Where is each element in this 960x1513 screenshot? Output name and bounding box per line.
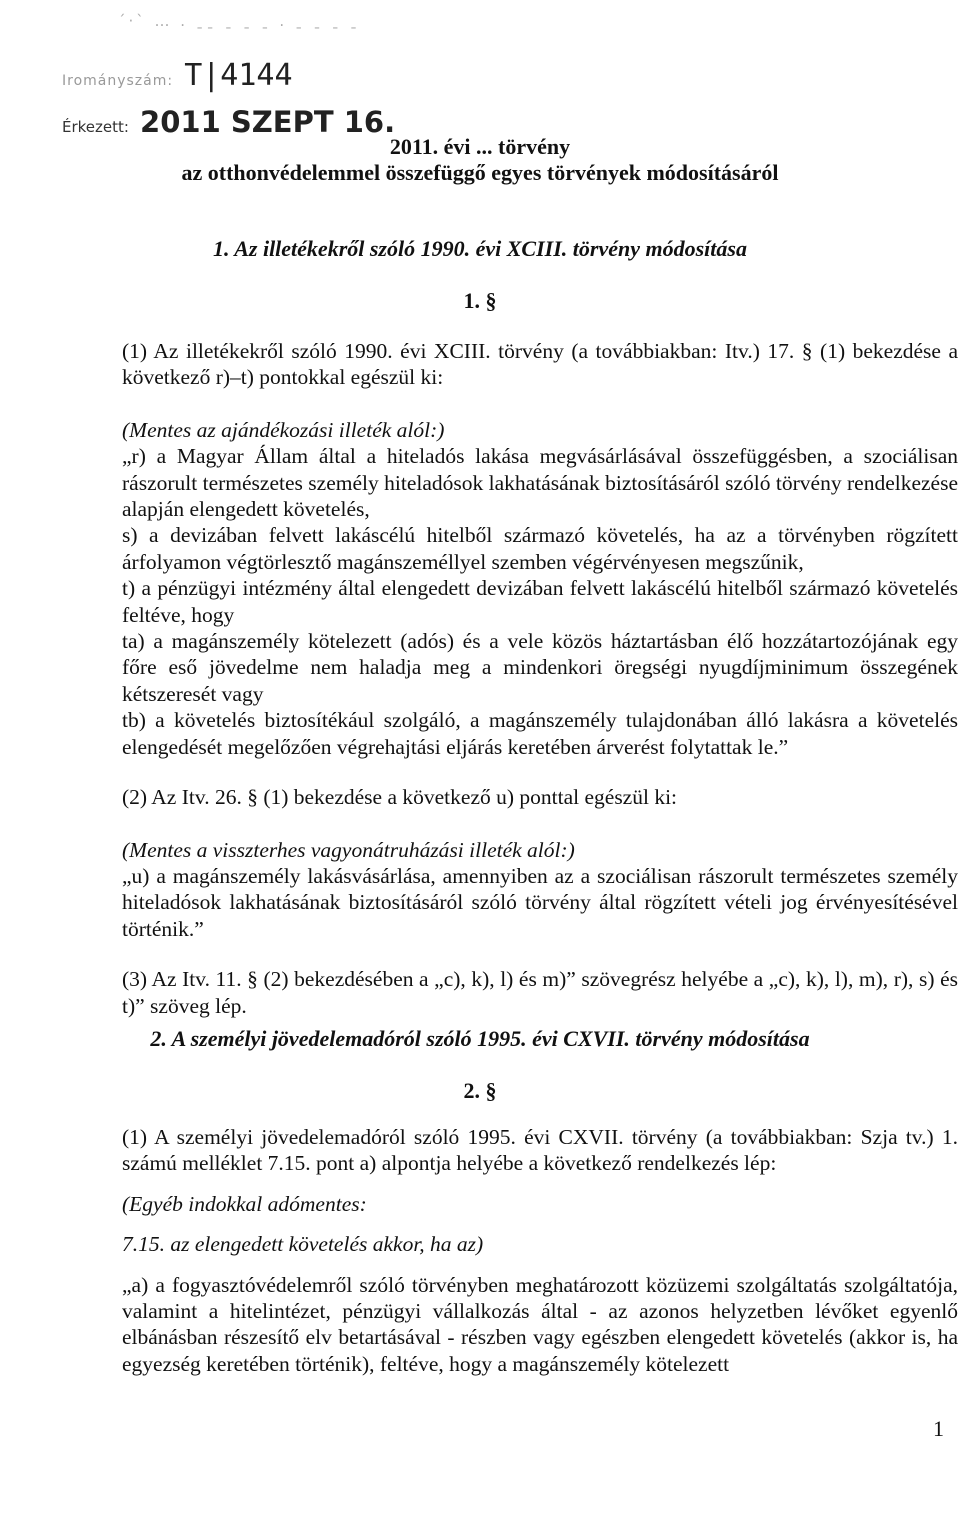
s1-p2-head: (Mentes a visszterhes vagyonátruházási illeték alól:)	[122, 837, 575, 862]
s1-p1-head: (Mentes az ajándékozási illeték alól:)	[122, 417, 445, 442]
section-1-heading: 1. Az illetékekről szóló 1990. évi XCIII. törvény módosítása	[213, 236, 747, 261]
paragraph-1-mark: 1. §	[463, 288, 497, 313]
received-label: Érkezett:	[62, 118, 129, 136]
s1-p1-s: s) a devizában felvett lakáscélú hitelből származó követelés, ha az a törvényben rögzített árfolyamon végtörlesztő magánszeméllyel szemben végérvényesen megszűnik,	[122, 523, 958, 574]
stamp-smudge: ´·ˋ … . ˍˍ ˍ ˍ ˍ . ˍ ˍ ˍ ˍ	[118, 12, 361, 30]
s2-p1-a: „a) a fogyasztóvédelemről szóló törvényben meghatározott közüzemi szolgáltatás szolgáltatója, valamint a hitelintézet, pénzügyi vállalkozás által - az azonos helyzetben lévőket egyenlő elbánásban részesítő elv betartásával - részben vagy egészben elengedett követelés (akkor is, ha egyezség keretében történik), feltéve, hogy a magánszemély kötelezett	[122, 1272, 958, 1376]
section-1-body	[122, 338, 958, 1019]
section-2-heading: 2. A személyi jövedelemadóról szóló 1995. évi CXVII. törvény módosítása	[150, 1026, 810, 1051]
s2-p1-sub: 7.15. az elengedett követelés akkor, ha az)	[122, 1232, 484, 1257]
s1-p3: (3) Az Itv. 11. § (2) bekezdésében a „c), k), l) és m)” szövegrész helyébe a „c), k), l), m), r), s) és t)” szöveg lép.	[122, 967, 958, 1018]
registry-label: Irományszám:	[62, 73, 174, 89]
registry-stamp	[62, 58, 293, 93]
s1-p1-t: t) a pénzügyi intézmény által elengedett devizában felvett lakáscélú hitelből származó követelés feltéve, hogy	[122, 576, 958, 627]
s1-p1-r: „r) a Magyar Állam által a hiteladós lakása megvásárlásával összefüggésben, a szociálisan rászorult természetes személy hiteladósok lakhatásának biztosításáról szóló törvény rendelkezése alapján elengedett követelés,	[122, 444, 958, 522]
received-date: 2011 SZEPT 16.	[140, 105, 396, 139]
s1-p2-u: „u) a magánszemély lakásvásárlása, amennyiben az a szociálisan rászorult természetes személy hiteladósok lakhatásának biztosításáról szóló törvény által rögzített vételi jog érvényesítésével történik.”	[122, 863, 958, 941]
s1-p1: (1) Az illetékekről szóló 1990. évi XCIII. törvény (a továbbiakban: Itv.) 17. § (1) bekezdése a következő r)–t) pontokkal egészül ki:	[122, 339, 958, 390]
paragraph-2-mark: 2. §	[463, 1078, 497, 1103]
s1-p2: (2) Az Itv. 26. § (1) bekezdése a következő u) ponttal egészül ki:	[122, 785, 678, 810]
document-subtitle: az otthonvédelemmel összefüggő egyes törvények módosításáról	[181, 160, 779, 185]
s2-p1: (1) A személyi jövedelemadóról szóló 1995. évi CXVII. törvény (a továbbiakban: Szja tv.) 1. számú melléklet 7.15. pont a) alpontja helyébe a következő rendelkezés lép:	[122, 1125, 958, 1176]
document-title: 2011. évi ... törvény	[389, 134, 571, 159]
page-number: 1	[933, 1416, 944, 1441]
s2-p1-head: (Egyéb indokkal adómentes:	[122, 1191, 367, 1216]
s1-p1-tb: tb) a követelés biztosítékául szolgáló, a magánszemély tulajdonában álló lakásra a követelés elengedését megelőzően végrehajtási eljárás keretében árverést folytattak le.”	[122, 708, 958, 759]
section-2-body	[122, 1124, 958, 1377]
s1-p1-ta: ta) a magánszemély kötelezett (adós) és a vele közös háztartásban élő hozzátartozójának egy főre eső jövedelme nem haladja meg a mindenkori öregségi nyugdíjminimum összegének kétszeresét vagy	[122, 629, 958, 706]
registry-number: T|4144	[184, 58, 293, 93]
